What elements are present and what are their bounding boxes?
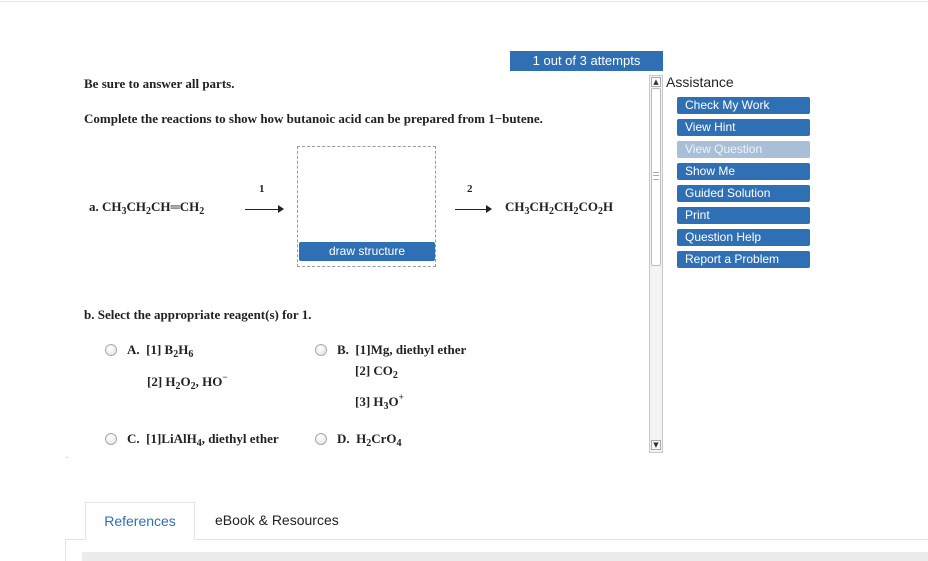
option-d-line-1 — [337, 431, 402, 449]
tab-ebook-resources[interactable]: eBook & Resources — [215, 512, 339, 528]
option-text: H — [356, 431, 367, 446]
top-divider — [0, 1, 928, 2]
formula-part: CH — [126, 199, 146, 214]
instruction-line-2: Complete the reactions to show how butanoic acid can be prepared from 1−butene. — [84, 111, 543, 126]
option-b-line-1 — [337, 342, 466, 358]
formula-part: CH═CH — [151, 199, 200, 214]
reaction-arrowhead-1 — [278, 205, 284, 213]
option-letter: D. — [337, 431, 350, 446]
view-hint-button[interactable]: View Hint — [677, 119, 810, 136]
formula-sub: 2 — [549, 206, 554, 217]
formula-part: CH — [505, 199, 525, 214]
option-letter: C. — [127, 431, 140, 446]
option-b-line-2 — [355, 363, 398, 381]
print-button[interactable]: Print — [677, 207, 810, 224]
assistance-title: Assistance — [666, 74, 734, 90]
formula-sub: 3 — [524, 206, 530, 217]
formula-sub: 2 — [199, 206, 205, 217]
formula-part: H — [603, 199, 614, 214]
option-text: [2] H — [147, 374, 176, 389]
divider-tick — [66, 457, 68, 458]
option-sub: 2 — [175, 381, 181, 392]
option-c-line-1 — [127, 431, 279, 449]
option-b-line-3 — [355, 392, 404, 412]
view-question-button: View Question — [677, 141, 810, 158]
draw-structure-button[interactable]: draw structure — [299, 242, 435, 261]
option-text: [2] CO — [355, 363, 393, 378]
references-panel-border-left — [65, 539, 66, 561]
attempts-badge: 1 out of 3 attempts — [510, 51, 663, 71]
scroll-up-arrow-icon[interactable]: ▲ — [651, 77, 661, 87]
formula-part: CH — [554, 199, 574, 214]
option-sub: 4 — [196, 438, 202, 449]
option-text: CrO — [371, 431, 397, 446]
references-panel-bar — [82, 552, 928, 561]
option-text: O — [388, 394, 399, 409]
option-d-radio[interactable] — [315, 433, 327, 445]
option-sup: + — [398, 392, 404, 402]
report-a-problem-button[interactable]: Report a Problem — [677, 251, 810, 268]
option-sub: 2 — [392, 370, 398, 381]
reaction-arrow-1 — [245, 209, 280, 210]
step-1-label: 1 — [259, 183, 265, 195]
formula-part: CO — [578, 199, 598, 214]
guided-solution-button[interactable]: Guided Solution — [677, 185, 810, 202]
formula-sub: 2 — [146, 206, 151, 217]
option-sub: 2 — [366, 438, 372, 449]
question-b: b. Select the appropriate reagent(s) for 1. — [84, 307, 312, 322]
option-sub: 2 — [190, 381, 196, 392]
option-c-radio[interactable] — [105, 433, 117, 445]
option-text: O — [180, 374, 191, 389]
option-text: [1] B — [146, 342, 174, 357]
reaction-arrow-2 — [455, 209, 488, 210]
show-me-button[interactable]: Show Me — [677, 163, 810, 180]
option-text: [1]LiAlH — [146, 431, 197, 446]
reactant-formula — [89, 199, 204, 217]
scrollbar-grip-line — [653, 175, 659, 176]
formula-sub: 2 — [573, 206, 579, 217]
option-text: , HO — [195, 374, 223, 389]
option-sub: 3 — [383, 401, 389, 412]
reaction-arrowhead-2 — [486, 205, 492, 213]
option-letter: B. — [337, 342, 349, 357]
formula-part: CH — [102, 199, 122, 214]
scroll-down-arrow-icon[interactable]: ▼ — [651, 440, 661, 450]
formula-sub: 3 — [121, 206, 127, 217]
option-sub: 6 — [188, 349, 194, 360]
reaction-label: a. — [89, 199, 99, 214]
formula-sub: 2 — [598, 206, 603, 217]
option-sup: − — [222, 372, 228, 382]
check-my-work-button[interactable]: Check My Work — [677, 97, 810, 114]
option-letter: A. — [127, 342, 140, 357]
product-formula — [505, 199, 613, 217]
option-sub: 4 — [396, 438, 402, 449]
option-sub: 2 — [173, 349, 179, 360]
question-help-button[interactable]: Question Help — [677, 229, 810, 246]
option-text: , diethyl ether — [201, 431, 279, 446]
formula-part: CH — [529, 199, 549, 214]
tab-references[interactable]: References — [85, 502, 195, 540]
instruction-line-1: Be sure to answer all parts. — [84, 76, 235, 91]
option-b-radio[interactable] — [315, 344, 327, 356]
option-a-radio[interactable] — [105, 344, 117, 356]
option-text: [1]Mg, diethyl ether — [355, 342, 467, 357]
option-a-line-1 — [127, 342, 193, 360]
option-text: [3] H — [355, 394, 384, 409]
option-a-line-2 — [147, 372, 228, 392]
step-2-label: 2 — [467, 183, 473, 195]
option-text: H — [178, 342, 189, 357]
scrollbar-grip-icon — [653, 172, 659, 180]
